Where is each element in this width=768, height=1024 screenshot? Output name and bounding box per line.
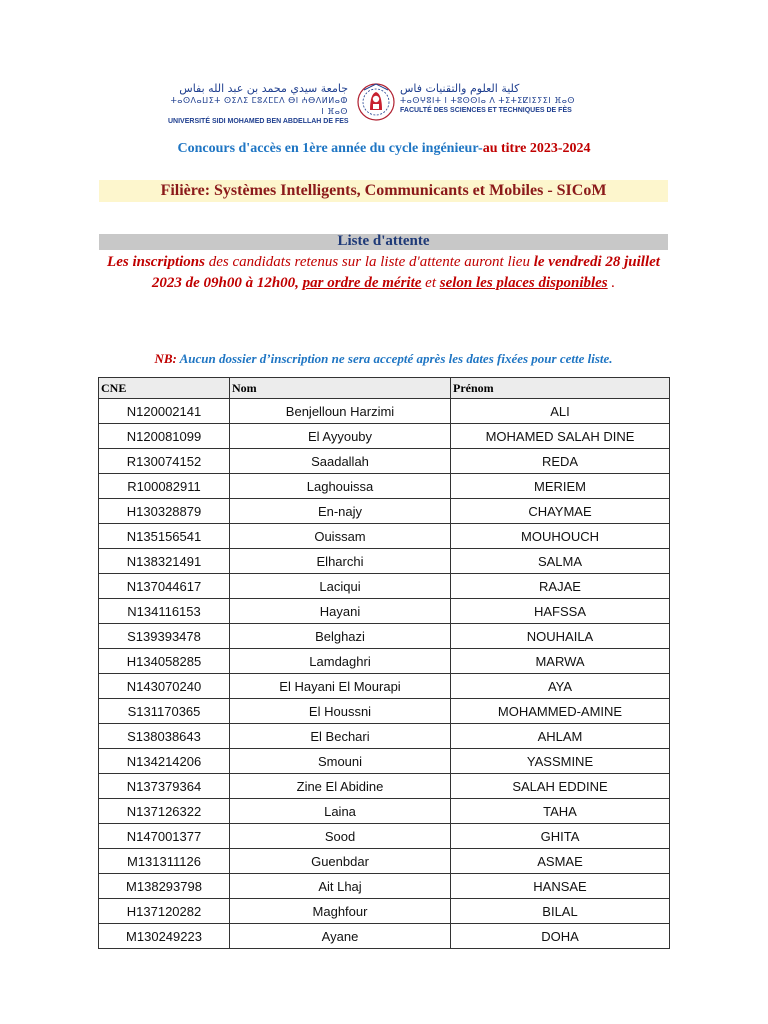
table-row: [99, 724, 670, 749]
prenom-cell: MOHAMED SALAH DINE: [451, 424, 670, 449]
notice-part-5: et: [421, 274, 440, 291]
table-row: [99, 899, 670, 924]
university-name-tifinagh: ⵜⴰⵙⴷⴰⵡⵉⵜ ⵙⵉⴷⵉ ⵎⵓⵃⵎⵎⴷ ⴱⵏ ⵄⴱⴷⵍⵍⴰⵀ ⵏ ⴼⴰⵙ: [170, 96, 348, 116]
table-header-row: [99, 378, 670, 399]
cne-cell: N134116153: [99, 599, 230, 624]
prenom-cell: TAHA: [451, 799, 670, 824]
table-row: [99, 699, 670, 724]
cne-cell: S139393478: [99, 624, 230, 649]
cne-cell: M138293798: [99, 874, 230, 899]
notice-part-4: par ordre de mérite: [302, 274, 422, 291]
table-row: [99, 599, 670, 624]
table-row: [99, 524, 670, 549]
faculty-name-block: [400, 82, 600, 116]
cne-cell: S131170365: [99, 699, 230, 724]
prenom-cell: GHITA: [451, 824, 670, 849]
table-row: [99, 824, 670, 849]
nom-cell: Laina: [230, 799, 451, 824]
table-row: [99, 549, 670, 574]
table-row: [99, 849, 670, 874]
notice-part-3: le vendredi 28 juillet 2023 de 09h00 à 12h00,: [151, 254, 660, 291]
cne-cell: N138321491: [99, 549, 230, 574]
concours-title: [0, 141, 768, 157]
cne-cell: N143070240: [99, 674, 230, 699]
nom-cell: Lamdaghri: [230, 649, 451, 674]
nom-cell: Zine El Abidine: [230, 774, 451, 799]
university-name-block: [168, 82, 348, 127]
nom-cell: Saadallah: [230, 449, 451, 474]
table-row: [99, 399, 670, 424]
prenom-cell: ASMAE: [451, 849, 670, 874]
table-row: [99, 749, 670, 774]
nom-cell: El Houssni: [230, 699, 451, 724]
cne-cell: H130328879: [99, 499, 230, 524]
nom-cell: El Ayyouby: [230, 424, 451, 449]
cne-cell: N147001377: [99, 824, 230, 849]
liste-title: Liste d'attente: [337, 233, 430, 249]
cne-cell: M130249223: [99, 924, 230, 949]
nb-label: NB:: [154, 351, 177, 366]
prenom-cell: AYA: [451, 674, 670, 699]
nom-cell: El Bechari: [230, 724, 451, 749]
nom-cell: Ouissam: [230, 524, 451, 549]
column-header-prenom: Prénom: [451, 378, 670, 399]
cne-cell: R130074152: [99, 449, 230, 474]
table-row: [99, 924, 670, 949]
column-header-cne: CNE: [99, 378, 230, 399]
table-row: [99, 424, 670, 449]
filiere-title: Filière: Systèmes Intelligents, Communicants et Mobiles - SICoM: [160, 182, 607, 199]
cne-cell: H134058285: [99, 649, 230, 674]
prenom-cell: HANSAE: [451, 874, 670, 899]
prenom-cell: MOUHOUCH: [451, 524, 670, 549]
faculty-name-tifinagh: ⵜⴰⵙⵖⵓⵏⵜ ⵏ ⵜⵓⵙⵙⵏⴰ ⴷ ⵜⵉⵜⵉⵇⵏⵉⵢⵉⵏ ⴼⴰⵙ: [400, 96, 575, 105]
column-header-nom: Nom: [230, 378, 451, 399]
prenom-cell: REDA: [451, 449, 670, 474]
prenom-cell: NOUHAILA: [451, 624, 670, 649]
nom-cell: Maghfour: [230, 899, 451, 924]
nom-cell: Belghazi: [230, 624, 451, 649]
nom-cell: Benjelloun Harzimi: [230, 399, 451, 424]
university-name-arabic: جامعة سيدي محمد بن عبد الله بفاس: [179, 82, 348, 95]
prenom-cell: CHAYMAE: [451, 499, 670, 524]
table-row: [99, 449, 670, 474]
cne-cell: M131311126: [99, 849, 230, 874]
prenom-cell: MERIEM: [451, 474, 670, 499]
notice-part-2: des candidats retenus sur la liste d'attente auront lieu: [204, 254, 534, 270]
prenom-cell: MARWA: [451, 649, 670, 674]
cne-cell: N134214206: [99, 749, 230, 774]
prenom-cell: SALAH EDDINE: [451, 774, 670, 799]
prenom-cell: YASSMINE: [451, 749, 670, 774]
table-row: [99, 649, 670, 674]
faculty-name-arabic: كلية العلوم والتقنيات فاس: [400, 82, 520, 95]
concours-title-year: au titre 2023-2024: [482, 141, 591, 156]
table-row: [99, 674, 670, 699]
notice-part-6: selon les places disponibles: [439, 274, 608, 291]
cne-cell: N137126322: [99, 799, 230, 824]
nom-cell: En-najy: [230, 499, 451, 524]
table-row: [99, 774, 670, 799]
table-row: [99, 474, 670, 499]
cne-cell: N120081099: [99, 424, 230, 449]
nom-cell: Hayani: [230, 599, 451, 624]
table-row: [99, 574, 670, 599]
nom-cell: Laciqui: [230, 574, 451, 599]
university-name-latin: UNIVERSITÉ SIDI MOHAMED BEN ABDELLAH DE FES: [168, 118, 349, 125]
cne-cell: S138038643: [99, 724, 230, 749]
cne-cell: H137120282: [99, 899, 230, 924]
prenom-cell: RAJAE: [451, 574, 670, 599]
university-header: [168, 78, 600, 128]
table-row: [99, 624, 670, 649]
cne-cell: R100082911: [99, 474, 230, 499]
university-emblem-icon: [356, 80, 396, 124]
notice-part-1: Les inscriptions: [107, 254, 205, 270]
prenom-cell: ALI: [451, 399, 670, 424]
concours-title-main: Concours d'accès en 1ère année du cycle ingénieur-: [177, 141, 483, 156]
prenom-cell: HAFSSA: [451, 599, 670, 624]
inscription-notice: [99, 252, 668, 293]
nom-cell: Elharchi: [230, 549, 451, 574]
faculty-name-latin: FACULTÉ DES SCIENCES ET TECHNIQUES DE FÈS: [400, 107, 572, 114]
cne-cell: N135156541: [99, 524, 230, 549]
table-row: [99, 874, 670, 899]
nom-cell: Laghouissa: [230, 474, 451, 499]
nom-cell: Smouni: [230, 749, 451, 774]
nom-cell: El Hayani El Mourapi: [230, 674, 451, 699]
prenom-cell: DOHA: [451, 924, 670, 949]
notice-part-7: .: [607, 274, 616, 291]
prenom-cell: SALMA: [451, 549, 670, 574]
nom-cell: Guenbdar: [230, 849, 451, 874]
nb-text: Aucun dossier d’inscription ne sera accepté après les dates fixées pour cette liste.: [176, 351, 613, 366]
table-body: [99, 399, 670, 949]
table-row: [99, 499, 670, 524]
nom-cell: Ayane: [230, 924, 451, 949]
cne-cell: N137379364: [99, 774, 230, 799]
table-row: [99, 799, 670, 824]
nom-cell: Sood: [230, 824, 451, 849]
prenom-cell: MOHAMMED-AMINE: [451, 699, 670, 724]
nom-cell: Ait Lhaj: [230, 874, 451, 899]
waiting-list-table: [98, 377, 670, 949]
cne-cell: N137044617: [99, 574, 230, 599]
nb-notice: [99, 351, 668, 367]
prenom-cell: BILAL: [451, 899, 670, 924]
cne-cell: N120002141: [99, 399, 230, 424]
prenom-cell: AHLAM: [451, 724, 670, 749]
